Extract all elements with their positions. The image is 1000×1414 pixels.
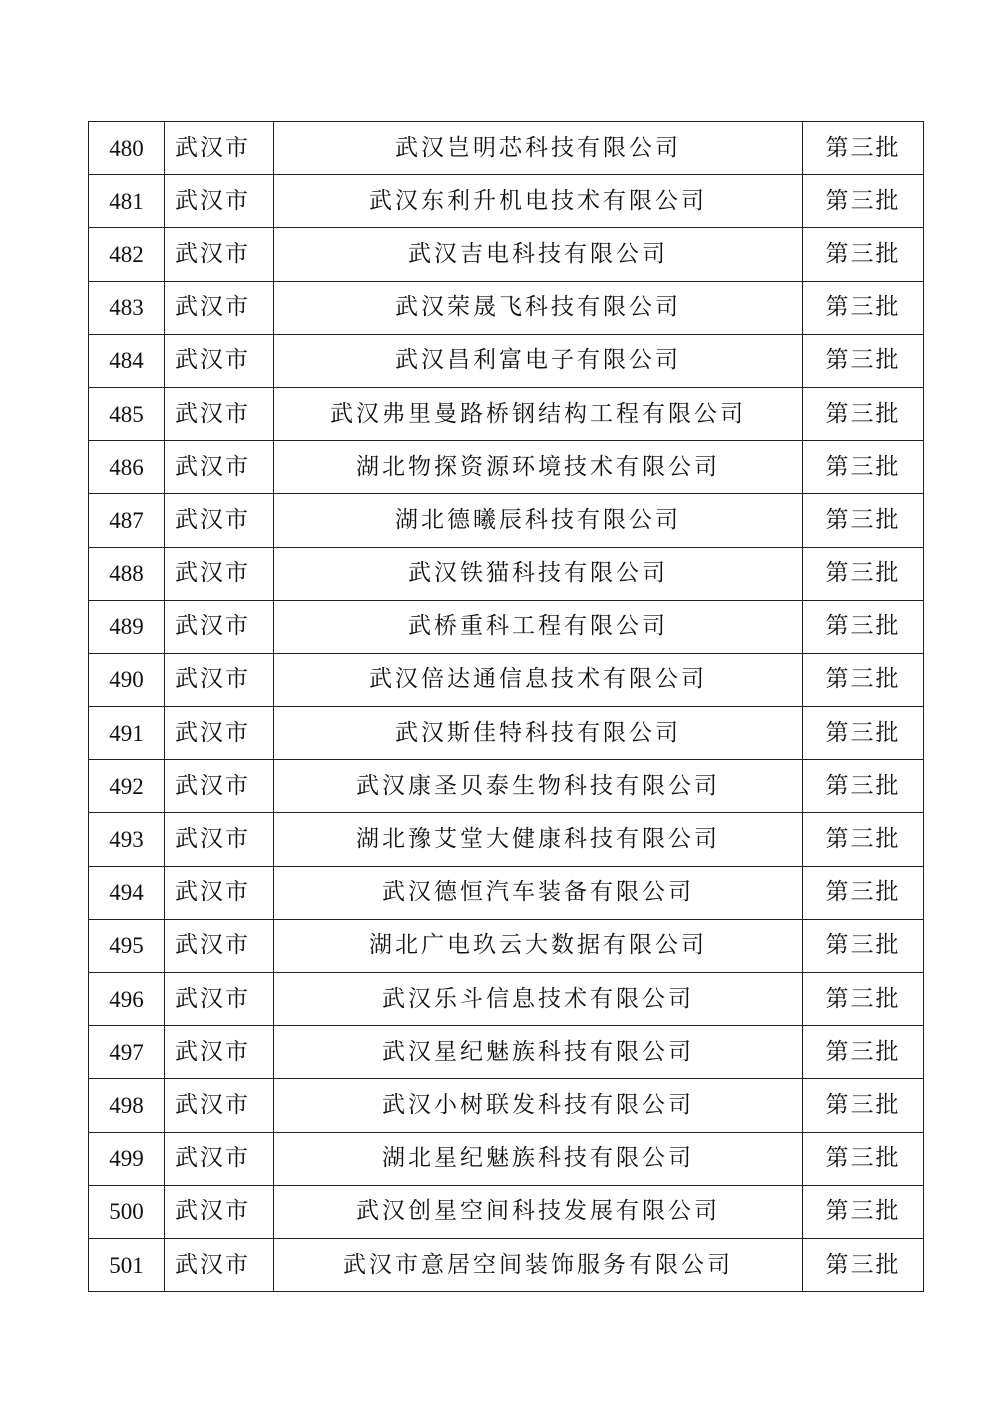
row-number-cell: 499	[89, 1132, 165, 1185]
table-row	[89, 760, 924, 813]
table-row	[89, 866, 924, 919]
batch-cell: 第三批	[803, 1238, 924, 1291]
row-number-cell: 485	[89, 387, 165, 440]
row-number-cell: 481	[89, 175, 165, 228]
table-row	[89, 175, 924, 228]
row-number-cell: 482	[89, 228, 165, 281]
table-row	[89, 228, 924, 281]
city-cell: 武汉市	[165, 600, 274, 653]
city-cell: 武汉市	[165, 387, 274, 440]
city-cell: 武汉市	[165, 1238, 274, 1291]
company-name-cell: 武汉康圣贝泰生物科技有限公司	[274, 760, 803, 813]
row-number-cell: 486	[89, 441, 165, 494]
batch-cell: 第三批	[803, 175, 924, 228]
table-row	[89, 707, 924, 760]
table-row	[89, 547, 924, 600]
city-cell: 武汉市	[165, 1185, 274, 1238]
company-name-cell: 武汉斯佳特科技有限公司	[274, 707, 803, 760]
city-cell: 武汉市	[165, 973, 274, 1026]
batch-cell: 第三批	[803, 122, 924, 175]
company-name-cell: 湖北德曦辰科技有限公司	[274, 494, 803, 547]
batch-cell: 第三批	[803, 494, 924, 547]
table-row	[89, 600, 924, 653]
company-name-cell: 武汉昌利富电子有限公司	[274, 334, 803, 387]
batch-cell: 第三批	[803, 866, 924, 919]
company-list-table	[88, 121, 924, 1292]
city-cell: 武汉市	[165, 441, 274, 494]
company-name-cell: 武汉铁猫科技有限公司	[274, 547, 803, 600]
table-body	[89, 122, 924, 1292]
batch-cell: 第三批	[803, 973, 924, 1026]
batch-cell: 第三批	[803, 919, 924, 972]
row-number-cell: 480	[89, 122, 165, 175]
company-name-cell: 武汉倍达通信息技术有限公司	[274, 653, 803, 706]
company-name-cell: 武桥重科工程有限公司	[274, 600, 803, 653]
row-number-cell: 489	[89, 600, 165, 653]
company-name-cell: 武汉岂明芯科技有限公司	[274, 122, 803, 175]
company-name-cell: 武汉荣晟飞科技有限公司	[274, 281, 803, 334]
batch-cell: 第三批	[803, 707, 924, 760]
row-number-cell: 492	[89, 760, 165, 813]
row-number-cell: 487	[89, 494, 165, 547]
company-name-cell: 湖北广电玖云大数据有限公司	[274, 919, 803, 972]
row-number-cell: 490	[89, 653, 165, 706]
company-name-cell: 湖北物探资源环境技术有限公司	[274, 441, 803, 494]
row-number-cell: 501	[89, 1238, 165, 1291]
batch-cell: 第三批	[803, 334, 924, 387]
table-row	[89, 494, 924, 547]
row-number-cell: 484	[89, 334, 165, 387]
city-cell: 武汉市	[165, 494, 274, 547]
table-row	[89, 122, 924, 175]
city-cell: 武汉市	[165, 1026, 274, 1079]
batch-cell: 第三批	[803, 1026, 924, 1079]
row-number-cell: 496	[89, 973, 165, 1026]
row-number-cell: 497	[89, 1026, 165, 1079]
company-name-cell: 武汉小树联发科技有限公司	[274, 1079, 803, 1132]
batch-cell: 第三批	[803, 1132, 924, 1185]
row-number-cell: 491	[89, 707, 165, 760]
batch-cell: 第三批	[803, 1079, 924, 1132]
city-cell: 武汉市	[165, 281, 274, 334]
table-row	[89, 281, 924, 334]
city-cell: 武汉市	[165, 760, 274, 813]
city-cell: 武汉市	[165, 919, 274, 972]
company-name-cell: 武汉乐斗信息技术有限公司	[274, 973, 803, 1026]
table-row	[89, 441, 924, 494]
row-number-cell: 488	[89, 547, 165, 600]
city-cell: 武汉市	[165, 653, 274, 706]
table-row	[89, 1026, 924, 1079]
city-cell: 武汉市	[165, 175, 274, 228]
table-row	[89, 1185, 924, 1238]
city-cell: 武汉市	[165, 1079, 274, 1132]
row-number-cell: 498	[89, 1079, 165, 1132]
table-row	[89, 919, 924, 972]
table-row	[89, 1132, 924, 1185]
batch-cell: 第三批	[803, 547, 924, 600]
city-cell: 武汉市	[165, 1132, 274, 1185]
batch-cell: 第三批	[803, 281, 924, 334]
city-cell: 武汉市	[165, 334, 274, 387]
company-name-cell: 武汉东利升机电技术有限公司	[274, 175, 803, 228]
row-number-cell: 493	[89, 813, 165, 866]
row-number-cell: 495	[89, 919, 165, 972]
row-number-cell: 494	[89, 866, 165, 919]
company-name-cell: 武汉弗里曼路桥钢结构工程有限公司	[274, 387, 803, 440]
batch-cell: 第三批	[803, 387, 924, 440]
table-row	[89, 813, 924, 866]
city-cell: 武汉市	[165, 228, 274, 281]
batch-cell: 第三批	[803, 441, 924, 494]
batch-cell: 第三批	[803, 813, 924, 866]
table-row	[89, 1238, 924, 1291]
table-row	[89, 334, 924, 387]
city-cell: 武汉市	[165, 813, 274, 866]
batch-cell: 第三批	[803, 1185, 924, 1238]
table-row	[89, 1079, 924, 1132]
city-cell: 武汉市	[165, 866, 274, 919]
city-cell: 武汉市	[165, 707, 274, 760]
company-name-cell: 湖北豫艾堂大健康科技有限公司	[274, 813, 803, 866]
company-name-cell: 武汉星纪魅族科技有限公司	[274, 1026, 803, 1079]
batch-cell: 第三批	[803, 760, 924, 813]
row-number-cell: 483	[89, 281, 165, 334]
company-name-cell: 武汉创星空间科技发展有限公司	[274, 1185, 803, 1238]
table-row	[89, 653, 924, 706]
city-cell: 武汉市	[165, 547, 274, 600]
table-row	[89, 973, 924, 1026]
batch-cell: 第三批	[803, 653, 924, 706]
batch-cell: 第三批	[803, 228, 924, 281]
city-cell: 武汉市	[165, 122, 274, 175]
table-row	[89, 387, 924, 440]
company-name-cell: 武汉吉电科技有限公司	[274, 228, 803, 281]
company-name-cell: 武汉德恒汽车装备有限公司	[274, 866, 803, 919]
batch-cell: 第三批	[803, 600, 924, 653]
row-number-cell: 500	[89, 1185, 165, 1238]
company-name-cell: 湖北星纪魅族科技有限公司	[274, 1132, 803, 1185]
company-name-cell: 武汉市意居空间装饰服务有限公司	[274, 1238, 803, 1291]
